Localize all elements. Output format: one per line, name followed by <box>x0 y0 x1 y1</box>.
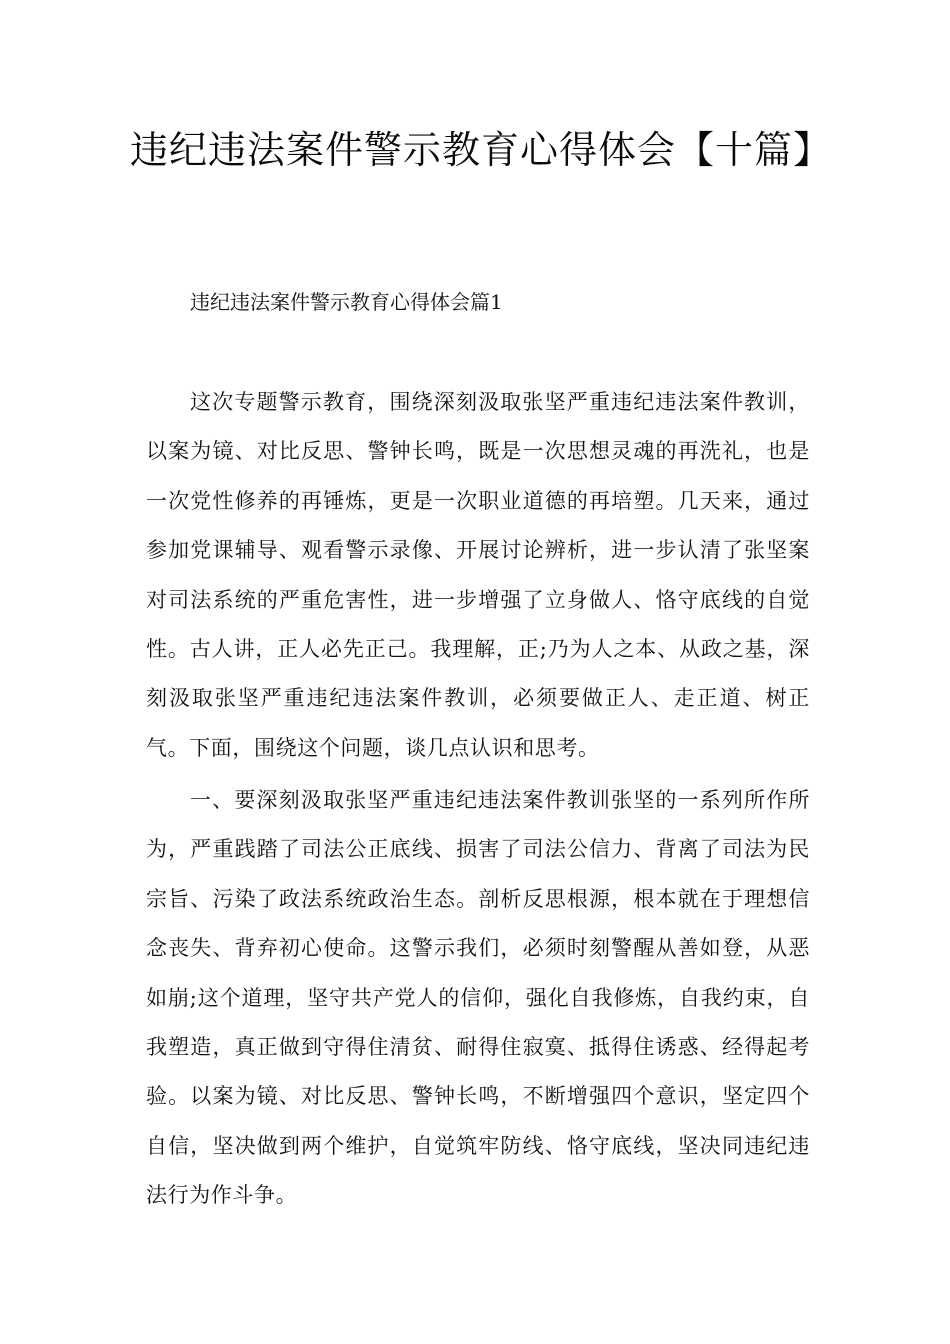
section-heading: 违纪违法案件警示教育心得体会篇1 <box>190 290 503 314</box>
paragraph-2: 一、要深刻汲取张坚严重违纪违法案件教训张坚的一系列所作所为，严重践踏了司法公正底线、损害了司法公信力、背离了司法为民宗旨、污染了政法系统政治生态。剖析反思根源，根本就在于理想信念丧失、背弃初心使命。这警示我们，必须时刻警醒从善如登，从恶如崩;这个道理，坚守共产党人的信仰，强化自我修炼，自我约束，自我塑造，真正做到守得住清贫、耐得住寂寞、抵得住诱惑、经得起考验。以案为镜、对比反思、警钟长鸣，不断增强四个意识，坚定四个自信，坚决做到两个维护，自觉筑牢防线、恪守底线，坚决同违纪违法行为作斗争。 <box>146 788 810 1208</box>
document-title: 违纪违法案件警示教育心得体会【十篇】 <box>130 128 833 172</box>
paragraph-1: 这次专题警示教育，围绕深刻汲取张坚严重违纪违法案件教训，以案为镜、对比反思、警钟长鸣，既是一次思想灵魂的再洗礼，也是一次党性修养的再锤炼，更是一次职业道德的再培塑。几天来，通过参加党课辅导、观看警示录像、开展讨论辨析，进一步认清了张坚案对司法系统的严重危害性，进一步增强了立身做人、恪守底线的自觉性。古人讲，正人必先正己。我理解，正;乃为人之本、从政之基，深刻汲取张坚严重违纪违法案件教训，必须要做正人、走正道、树正气。下面，围绕这个问题，谈几点认识和思考。 <box>146 390 810 760</box>
